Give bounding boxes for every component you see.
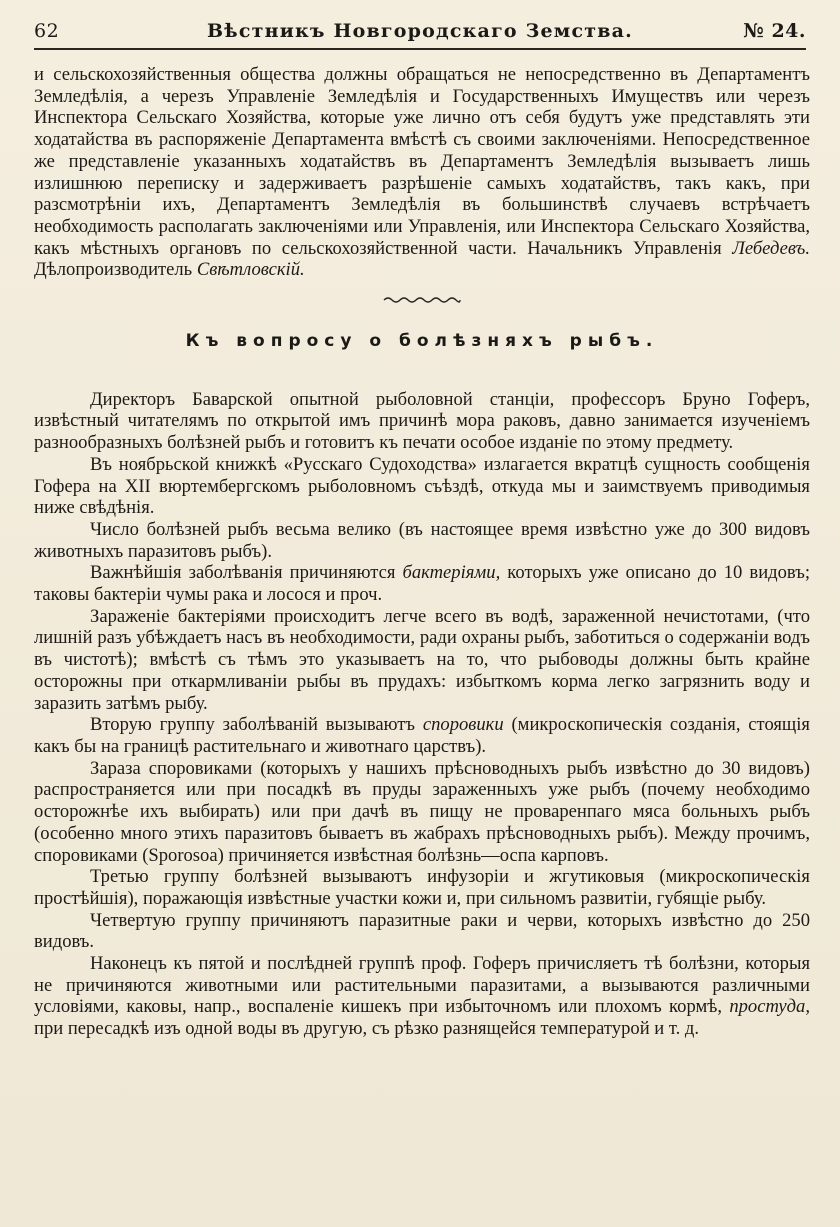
paragraph-8: Третью группу болѣзней вызываютъ инфузоріи и жгутиковыя (микроскопическія простѣйшія), поражающія извѣстные участки кожи и, при сильномъ развитіи, губящіе рыбу.	[34, 866, 810, 909]
emphasis-bacteria: бактеріями,	[402, 562, 501, 584]
section-separator	[34, 295, 810, 317]
article-title: Къ вопросу о болѣзняхъ рыбъ.	[185, 331, 659, 352]
paragraph-3: Число болѣзней рыбъ весьма велико (въ настоящее время извѣстно уже до 300 видовъ животныхъ паразитовъ рыбъ).	[34, 518, 810, 562]
paragraph-4-start: Важнѣйшія заболѣванія причиняются	[90, 562, 396, 584]
journal-title: Вѣстникъ Новгородскаго Земства.	[207, 20, 633, 42]
paragraph-10-start: Наконецъ къ пятой и послѣдней группѣ проф. Гоферъ причисляетъ тѣ болѣзни, которыя не причиняются животными или растительными паразитами, а вызываются различными условіями, каковы, напр., воспаленіе кишекъ при избыточномъ или плохомъ кормѣ,	[34, 953, 810, 1018]
chief-name: Лебедевъ.	[732, 237, 810, 259]
paragraph-1: Директоръ Баварской опытной рыболовной станціи, профессоръ Бруно Гоферъ, извѣстный читателямъ по открытой имъ причинѣ мора раковъ, давно занимается изученіемъ разнообразныхъ болѣзней рыбъ и готовитъ къ печати особое изданіе по этому предмету.	[34, 388, 810, 454]
clerk-label: Дѣлопроизводитель	[34, 259, 193, 281]
paragraph-10	[34, 953, 810, 1040]
running-header	[34, 18, 806, 50]
wavy-rule-ornament	[382, 295, 462, 305]
paragraph-6-start: Вторую группу заболѣваній вызываютъ	[90, 714, 416, 736]
page-body	[34, 64, 810, 1040]
continued-paragraph	[34, 64, 810, 281]
paragraph-10-end: при пересадкѣ изъ одной воды въ другую, съ рѣзко разнящейся температурой и т. д.	[34, 1018, 700, 1040]
paragraph-6	[34, 714, 810, 757]
paragraph-4	[34, 562, 810, 605]
paragraph-5: Зараженіе бактеріями происходитъ легче всего въ водѣ, зараженной нечистотами, (что лишній разъ убѣждаетъ насъ въ необходимости, ради охраны рыбъ, заботиться о содержаніи водъ въ чистотѣ); вмѣстѣ съ тѣмъ это указываетъ на то, что рыбоводы должны быть крайне осторожны при откармливаніи рыбы въ прудахъ: избыткомъ корма легко загрязнить воду и заразить затѣмъ рыбу.	[34, 605, 810, 714]
issue-number: № 24.	[743, 20, 806, 42]
continued-text: и сельскохозяйственныя общества должны обращаться не непосредственно въ Департаментъ Земледѣлія, а черезъ Управленіе Земледѣлія и Государственныхъ Имуществъ или черезъ Инспектора Сельскаго Хозяйства, которые уже лично отъ себя будутъ уже представлять эти ходатайства въ распоряженіе Департамента вмѣстѣ съ своими заключеніями. Непосредственное же представленіе указанныхъ ходатайствъ въ Департаментъ Земледѣлія вызываетъ лишь излишнюю переписку и задерживаетъ разрѣшеніе самыхъ ходатайствъ, такъ какъ, при разсмотрѣніи ихъ, Департаментъ Земледѣлія въ большинствѣ случаевъ встрѣчаетъ необходимость располагать заключеніями или Управленія, или Инспектора Сельскаго Хозяйства, какъ мѣстныхъ органовъ по сельскохозяйственной части. Начальникъ Управленія	[34, 64, 810, 259]
paragraph-4-end: которыхъ уже описано до 10 видовъ; таковы бактеріи чумы рака и лосося и проч.	[34, 562, 810, 606]
clerk-name: Свѣтловскій.	[196, 259, 305, 281]
page-number: 62	[34, 20, 60, 42]
paragraph-6-end: (микроскопическія созданія, стоящія какъ бы на границѣ растительнаго и животнаго царствъ).	[34, 714, 810, 757]
paragraph-2: Въ ноябрьской книжкѣ «Русскаго Судоходства» излагается вкратцѣ сущность сообщенія Гофера на XII вюртембергскомъ рыболовномъ съѣздѣ, откуда мы и заимствуемъ приводимыя ниже свѣдѣнія.	[34, 453, 810, 519]
emphasis-sporozoa: споровики	[422, 714, 504, 736]
emphasis-cold: простуда,	[729, 996, 810, 1018]
paragraph-9: Четвертую группу причиняютъ паразитные раки и черви, которыхъ извѣстно до 250 видовъ.	[34, 909, 810, 953]
paragraph-7: Зараза споровиками (которыхъ у нашихъ прѣсноводныхъ рыбъ извѣстно до 30 видовъ) распространяется или при посадкѣ въ пруды зараженныхъ уже рыбъ (почему необходимо осторожнѣе ихъ выбирать) или при дачѣ въ пищу не проваренпаго мяса больныхъ рыбъ (особенно много этихъ паразитовъ бываетъ въ жабрахъ прѣсноводныхъ рыбъ). Между прочимъ, споровиками (Sporosoa) причиняется извѣстная болѣзнь—оспа карповъ.	[34, 757, 810, 866]
